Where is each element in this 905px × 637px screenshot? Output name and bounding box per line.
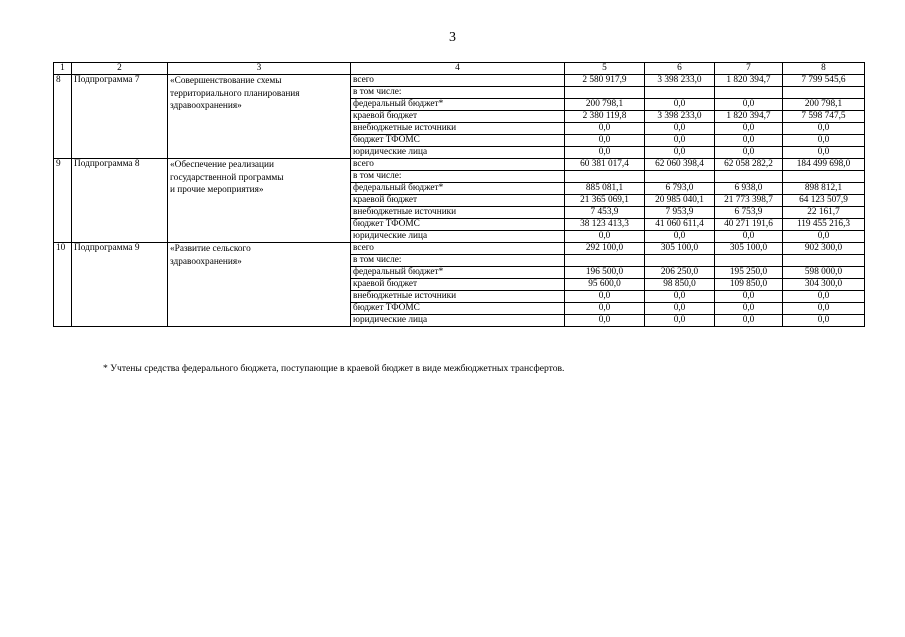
page-number: 3 — [449, 30, 456, 45]
amount-cell: 0,0 — [645, 303, 715, 315]
amount-cell: 0,0 — [645, 99, 715, 111]
amount-cell: 304 300,0 — [783, 279, 865, 291]
amount-cell — [715, 255, 783, 267]
amount-cell: 0,0 — [715, 123, 783, 135]
amount-cell: 60 381 017,4 — [565, 159, 645, 171]
amount-cell: 95 600,0 — [565, 279, 645, 291]
table-row — [54, 75, 865, 87]
amount-cell: 1 820 394,7 — [715, 111, 783, 123]
header-row — [54, 63, 865, 75]
funding-source-label: бюджет ТФОМС — [351, 135, 565, 147]
amount-cell: 206 250,0 — [645, 267, 715, 279]
amount-cell: 0,0 — [645, 123, 715, 135]
funding-source-label: бюджет ТФОМС — [351, 219, 565, 231]
amount-cell: 598 000,0 — [783, 267, 865, 279]
amount-cell — [565, 255, 645, 267]
header-cell: 8 — [783, 63, 865, 75]
amount-cell — [565, 171, 645, 183]
header-cell: 2 — [72, 63, 168, 75]
amount-cell: 2 380 119,8 — [565, 111, 645, 123]
amount-cell: 20 985 040,1 — [645, 195, 715, 207]
amount-cell: 6 938,0 — [715, 183, 783, 195]
amount-cell — [715, 87, 783, 99]
amount-cell: 109 850,0 — [715, 279, 783, 291]
amount-cell: 305 100,0 — [715, 243, 783, 255]
header-cell: 4 — [351, 63, 565, 75]
amount-cell — [565, 87, 645, 99]
amount-cell: 0,0 — [715, 135, 783, 147]
funding-source-label: федеральный бюджет* — [351, 267, 565, 279]
amount-cell: 98 850,0 — [645, 279, 715, 291]
amount-cell: 0,0 — [715, 147, 783, 159]
amount-cell: 0,0 — [715, 231, 783, 243]
amount-cell: 184 499 698,0 — [783, 159, 865, 171]
funding-source-label: юридические лица — [351, 231, 565, 243]
amount-cell: 22 161,7 — [783, 207, 865, 219]
subprogram-title-line: «Развитие сельского — [170, 244, 251, 254]
subprogram-title — [168, 75, 351, 159]
amount-cell: 0,0 — [783, 303, 865, 315]
subprogram-title-line: территориального планирования — [170, 88, 300, 99]
amount-cell: 0,0 — [783, 315, 865, 327]
amount-cell: 0,0 — [565, 303, 645, 315]
amount-cell: 0,0 — [565, 147, 645, 159]
amount-cell: 40 271 191,6 — [715, 219, 783, 231]
amount-cell — [645, 87, 715, 99]
amount-cell: 7 799 545,6 — [783, 75, 865, 87]
funding-source-label: юридические лица — [351, 315, 565, 327]
amount-cell: 64 123 507,9 — [783, 195, 865, 207]
funding-source-label: бюджет ТФОМС — [351, 303, 565, 315]
subprogram-title — [168, 243, 351, 327]
footnote: * Учтены средства федерального бюджета, поступающие в краевой бюджет в виде межбюджетных трансфертов. — [103, 363, 565, 374]
amount-cell: 7 453,9 — [565, 207, 645, 219]
program-number: 9 — [54, 159, 72, 243]
funding-source-label: всего — [351, 75, 565, 87]
amount-cell: 7 953,9 — [645, 207, 715, 219]
amount-cell: 196 500,0 — [565, 267, 645, 279]
header-cell: 6 — [645, 63, 715, 75]
amount-cell — [715, 171, 783, 183]
amount-cell: 3 398 233,0 — [645, 75, 715, 87]
amount-cell: 0,0 — [783, 231, 865, 243]
amount-cell: 200 798,1 — [783, 99, 865, 111]
funding-source-label: в том числе: — [351, 87, 565, 99]
amount-cell: 62 058 282,2 — [715, 159, 783, 171]
amount-cell — [783, 171, 865, 183]
amount-cell: 0,0 — [565, 291, 645, 303]
funding-source-label: краевой бюджет — [351, 111, 565, 123]
amount-cell — [783, 87, 865, 99]
header-cell: 3 — [168, 63, 351, 75]
amount-cell: 885 081,1 — [565, 183, 645, 195]
amount-cell: 305 100,0 — [645, 243, 715, 255]
program-number: 10 — [54, 243, 72, 327]
amount-cell: 292 100,0 — [565, 243, 645, 255]
amount-cell: 0,0 — [783, 147, 865, 159]
amount-cell: 0,0 — [565, 315, 645, 327]
subprogram-title-line: «Обеспечение реализации — [170, 160, 274, 170]
table-row — [54, 243, 865, 255]
amount-cell: 0,0 — [715, 315, 783, 327]
amount-cell: 0,0 — [715, 99, 783, 111]
amount-cell: 0,0 — [645, 315, 715, 327]
amount-cell: 2 580 917,9 — [565, 75, 645, 87]
funding-source-label: федеральный бюджет* — [351, 183, 565, 195]
amount-cell: 21 773 398,7 — [715, 195, 783, 207]
subprogram-name: Подпрограмма 7 — [72, 75, 168, 159]
amount-cell: 3 398 233,0 — [645, 111, 715, 123]
subprogram-title-line: здравоохранения» — [170, 256, 242, 267]
amount-cell: 0,0 — [645, 147, 715, 159]
amount-cell: 41 060 611,4 — [645, 219, 715, 231]
amount-cell: 0,0 — [715, 303, 783, 315]
amount-cell: 1 820 394,7 — [715, 75, 783, 87]
amount-cell: 6 793,0 — [645, 183, 715, 195]
amount-cell: 902 300,0 — [783, 243, 865, 255]
program-number: 8 — [54, 75, 72, 159]
header-cell: 5 — [565, 63, 645, 75]
amount-cell: 0,0 — [645, 291, 715, 303]
amount-cell: 119 455 216,3 — [783, 219, 865, 231]
amount-cell: 21 365 069,1 — [565, 195, 645, 207]
amount-cell: 0,0 — [645, 135, 715, 147]
amount-cell: 0,0 — [565, 123, 645, 135]
amount-cell: 7 598 747,5 — [783, 111, 865, 123]
table-body — [54, 63, 865, 327]
amount-cell: 0,0 — [645, 231, 715, 243]
subprogram-title-line: и прочие мероприятия» — [170, 185, 264, 195]
funding-source-label: в том числе: — [351, 255, 565, 267]
amount-cell — [645, 171, 715, 183]
subprogram-name: Подпрограмма 8 — [72, 159, 168, 243]
funding-source-label: краевой бюджет — [351, 195, 565, 207]
amount-cell: 0,0 — [783, 135, 865, 147]
funding-source-label: в том числе: — [351, 171, 565, 183]
amount-cell: 195 250,0 — [715, 267, 783, 279]
amount-cell: 0,0 — [715, 291, 783, 303]
amount-cell: 62 060 398,4 — [645, 159, 715, 171]
header-cell: 1 — [54, 63, 72, 75]
funding-source-label: краевой бюджет — [351, 279, 565, 291]
funding-source-label: всего — [351, 159, 565, 171]
amount-cell: 200 798,1 — [565, 99, 645, 111]
subprogram-title-line: здравоохранения» — [170, 101, 242, 111]
amount-cell — [645, 255, 715, 267]
header-cell: 7 — [715, 63, 783, 75]
funding-source-label: федеральный бюджет* — [351, 99, 565, 111]
subprogram-title-line: государственной программы — [170, 172, 284, 183]
funding-source-label: внебюджетные источники — [351, 123, 565, 135]
amount-cell: 38 123 413,3 — [565, 219, 645, 231]
amount-cell: 0,0 — [565, 231, 645, 243]
subprogram-title-line: «Совершенствование схемы — [170, 76, 282, 86]
funding-source-label: всего — [351, 243, 565, 255]
amount-cell: 0,0 — [783, 291, 865, 303]
funding-source-label: внебюджетные источники — [351, 291, 565, 303]
amount-cell: 0,0 — [783, 123, 865, 135]
amount-cell: 6 753,9 — [715, 207, 783, 219]
subprogram-title — [168, 159, 351, 243]
amount-cell — [783, 255, 865, 267]
amount-cell: 898 812,1 — [783, 183, 865, 195]
funding-source-label: юридические лица — [351, 147, 565, 159]
amount-cell: 0,0 — [565, 135, 645, 147]
funding-source-label: внебюджетные источники — [351, 207, 565, 219]
budget-table — [53, 62, 865, 327]
subprogram-name: Подпрограмма 9 — [72, 243, 168, 327]
table-row — [54, 159, 865, 171]
